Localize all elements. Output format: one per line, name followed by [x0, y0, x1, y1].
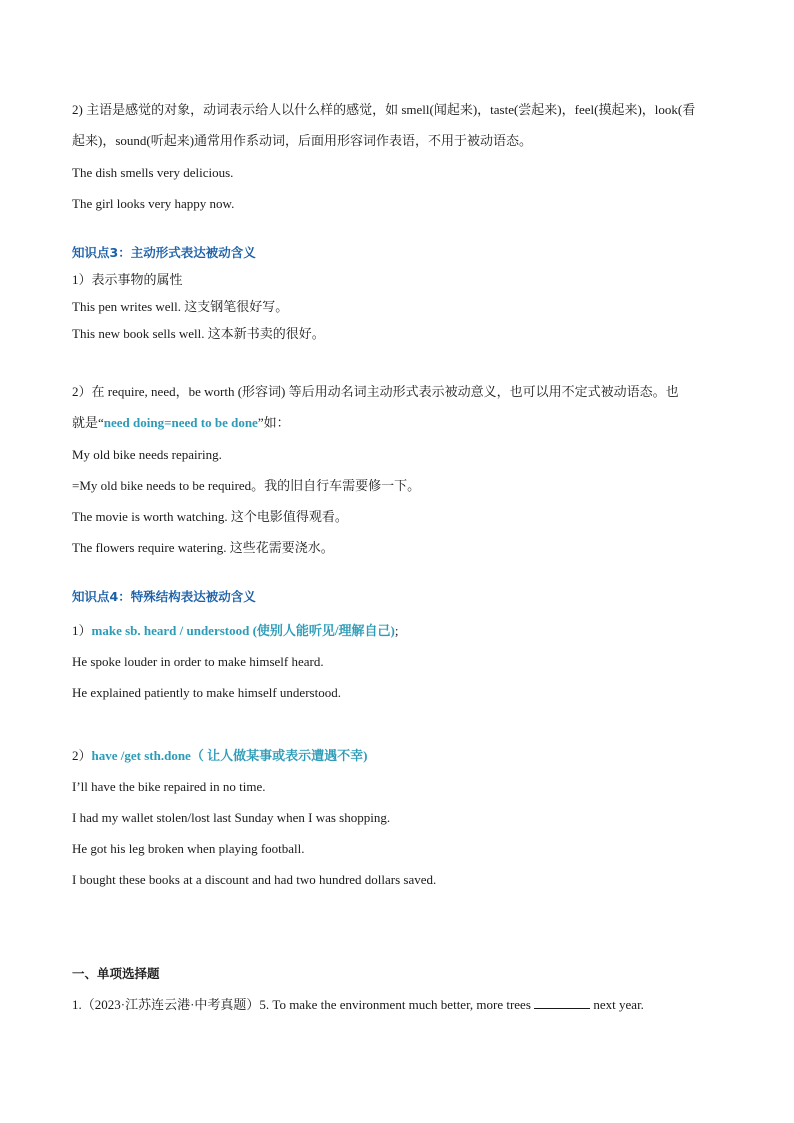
- intro-line-2: 起来)，sound(听起来)通常用作系动词，后面用形容词作表语，不用于被动语态。: [72, 133, 533, 148]
- example-sentence: I had my wallet stolen/lost last Sunday when I was shopping.: [72, 810, 391, 825]
- kp4-sub1-suffix: ;: [394, 623, 399, 638]
- example-sentence: =My old bike needs to be required。我的旧自行车需要修一下。: [72, 478, 421, 493]
- kp4-sub2-prefix: 2）: [72, 748, 92, 763]
- question-1-stem: 1.（2023·江苏连云港·中考真题）5. To make the environment much better, more trees: [72, 997, 531, 1012]
- example-sentence: He got his leg broken when playing football.: [72, 841, 305, 856]
- kp4-sub1-prefix: 1）: [72, 623, 92, 638]
- intro-paragraph: [72, 94, 722, 156]
- example-sentence: This new book sells well. 这本新书卖的很好。: [72, 326, 325, 341]
- example-sentence: My old bike needs repairing.: [72, 447, 222, 462]
- knowledge-point-4-title: 知识点4：特殊结构表达被动含义: [72, 589, 256, 604]
- have-get-done-rule: have /get sth.done（ 让人做某事或表示遭遇不幸): [91, 748, 368, 763]
- example-sentence: The flowers require watering. 这些花需要浇水。: [72, 540, 334, 555]
- knowledge-point-3-title: 知识点3：主动形式表达被动含义: [72, 245, 256, 260]
- example-sentence: I bought these books at a discount and had two hundred dollars saved.: [72, 872, 437, 887]
- example-sentence: He explained patiently to make himself understood.: [72, 685, 341, 700]
- need-doing-rule: need doing=need to be done: [103, 415, 258, 430]
- example-sentence: The movie is worth watching. 这个电影值得观看。: [72, 509, 348, 524]
- answer-blank: [534, 996, 590, 1009]
- kp3-sub2-suffix: ”如：: [257, 415, 290, 430]
- example-sentence: I’ll have the bike repaired in no time.: [72, 779, 266, 794]
- example-sentence: This pen writes well. 这支钢笔很好写。: [72, 299, 289, 314]
- example-sentence: The girl looks very happy now.: [72, 196, 235, 211]
- kp3-sub2-line-1: 2）在 require, need，be worth (形容词) 等后用动名词主动形式表示被动意义，也可以用不定式被动语态。也: [72, 384, 679, 399]
- kp3-subpoint-1: 1）表示事物的属性: [72, 272, 183, 287]
- question-1-suffix: next year.: [593, 997, 644, 1012]
- question-1: [72, 996, 722, 1014]
- kp3-subpoint-2: [72, 376, 722, 438]
- make-heard-rule: make sb. heard / understood (使别人能听见/理解自己): [91, 623, 395, 638]
- exercise-section-title: 一、单项选择题: [72, 966, 160, 981]
- kp3-sub2-prefix: 就是“: [72, 415, 104, 430]
- kp4-subpoint-2: [72, 747, 722, 765]
- example-sentence: The dish smells very delicious.: [72, 165, 234, 180]
- intro-line-1: 2) 主语是感觉的对象，动词表示给人以什么样的感觉，如 smell(闻起来)，taste(尝起来)，feel(摸起来)，look(看: [72, 102, 696, 117]
- kp4-subpoint-1: [72, 622, 722, 640]
- example-sentence: He spoke louder in order to make himself heard.: [72, 654, 324, 669]
